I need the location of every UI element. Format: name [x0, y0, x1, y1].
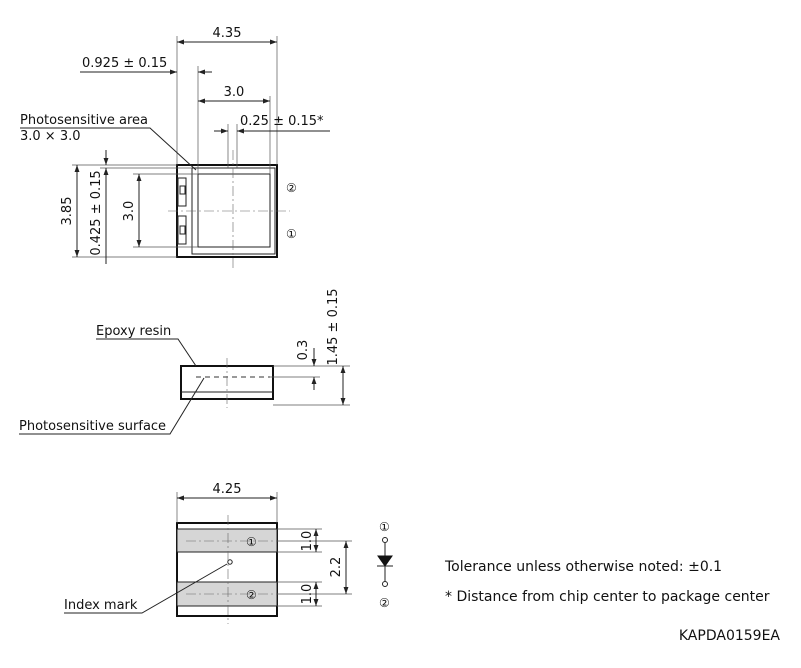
schematic-pin-1: ①	[379, 520, 390, 534]
pad-1-label: ①	[246, 535, 257, 549]
dim-area-width: 3.0	[223, 85, 245, 100]
top-view	[20, 26, 330, 268]
dim-offset-top: 0.425 ± 0.15	[89, 170, 104, 256]
side-view	[19, 288, 350, 434]
dim-bottom-width: 4.25	[212, 482, 242, 497]
schematic-pin-2: ②	[379, 596, 390, 610]
dim-surface-depth: 0.3	[296, 339, 311, 361]
index-mark	[228, 560, 232, 564]
pad-1	[177, 529, 277, 552]
dim-pad2-height: 1.0	[300, 583, 315, 605]
dim-pad-gap: 2.2	[329, 556, 344, 578]
diode-schematic	[377, 520, 393, 610]
top-view-pin-2: ②	[286, 181, 297, 195]
dim-offset-left: 0.925 ± 0.15	[82, 56, 168, 71]
bottom-view	[64, 482, 352, 624]
label-index-mark: Index mark	[64, 598, 138, 613]
tolerance-note: Tolerance unless otherwise noted: ±0.1	[445, 559, 723, 575]
label-photosensitive-area-size: 3.0 × 3.0	[20, 129, 81, 144]
label-epoxy-resin: Epoxy resin	[96, 324, 172, 339]
top-view-pin-1: ①	[286, 227, 297, 241]
dim-height-total: 3.85	[60, 196, 75, 226]
label-photosensitive-area: Photosensitive area	[20, 113, 149, 128]
photosensitive-area-inner	[198, 174, 270, 247]
drawing-code: KAPDA0159EA	[678, 628, 780, 644]
label-photosensitive-surface: Photosensitive surface	[19, 419, 167, 434]
diode-symbol	[378, 556, 392, 566]
dim-thickness: 1.45 ± 0.15	[326, 288, 341, 366]
pad-2-label: ②	[246, 588, 257, 602]
dim-center-offset: 0.25 ± 0.15*	[240, 114, 324, 129]
dim-width-total: 4.35	[212, 26, 242, 41]
dim-pad1-height: 1.0	[300, 530, 315, 552]
asterisk-note: * Distance from chip center to package center	[445, 589, 770, 605]
dim-area-height: 3.0	[122, 200, 137, 222]
